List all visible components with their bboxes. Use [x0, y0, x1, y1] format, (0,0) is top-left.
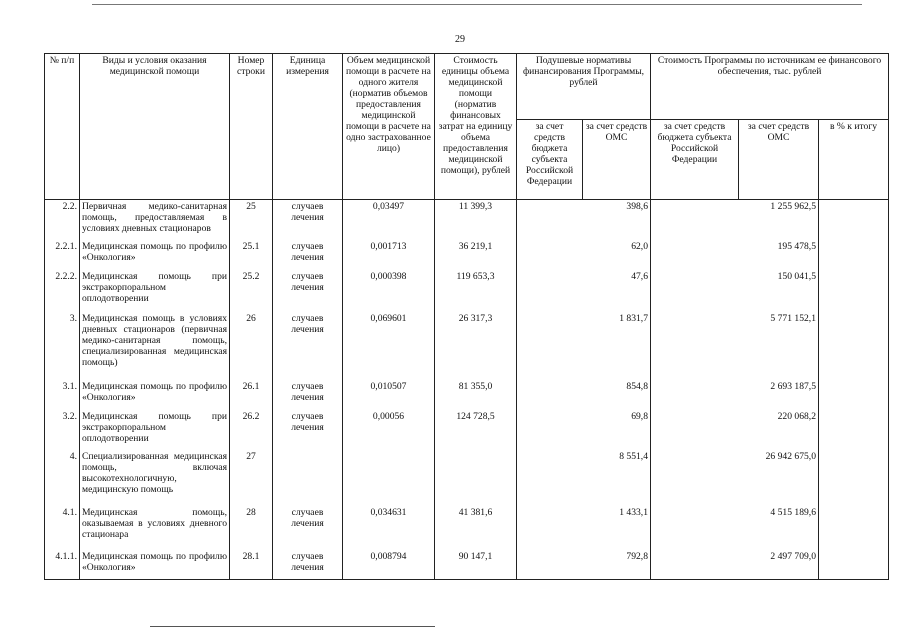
row-program-percent	[819, 240, 889, 270]
table-row	[45, 550, 889, 580]
table-row	[45, 410, 889, 450]
row-program-percent	[819, 450, 889, 506]
row-program-oms: 195 478,5	[651, 240, 819, 270]
row-num: 4.1.	[45, 506, 80, 550]
row-per-capita-oms: 62,0	[517, 240, 651, 270]
row-program-oms: 26 942 675,0	[651, 450, 819, 506]
header-per-capita-budget: за счет средств бюджета субъекта Российской Федерации	[517, 120, 583, 200]
row-cost: 124 728,5	[435, 410, 517, 450]
row-per-capita-oms: 792,8	[517, 550, 651, 580]
row-name: Медицинская помощь при экстракорпоральном оплодотворении	[80, 410, 230, 450]
row-per-capita-oms: 854,8	[517, 380, 651, 410]
row-volume: 0,008794	[343, 550, 435, 580]
header-program-percent: в % к итогу	[819, 120, 889, 200]
row-program-oms: 1 255 962,5	[651, 200, 819, 240]
row-name: Медицинская помощь, оказываемая в условиях дневного стационара	[80, 506, 230, 550]
row-num: 3.2.	[45, 410, 80, 450]
row-name: Специализированная медицинская помощь, включая высокотехнологичную, медицинскую помощь	[80, 450, 230, 506]
row-name: Медицинская помощь по профилю «Онкология»	[80, 380, 230, 410]
header-types: Виды и условия оказания медицинской помощи	[80, 54, 230, 200]
table-row	[45, 450, 889, 506]
row-per-capita-oms: 398,6	[517, 200, 651, 240]
row-number: 25.2	[230, 270, 273, 312]
row-num: 2.2.2.	[45, 270, 80, 312]
row-number: 26	[230, 312, 273, 380]
scan-edge-line	[92, 4, 862, 5]
row-volume: 0,001713	[343, 240, 435, 270]
row-cost	[435, 450, 517, 506]
row-program-percent	[819, 380, 889, 410]
row-unit: случаев лечения	[273, 506, 343, 550]
row-unit: случаев лечения	[273, 550, 343, 580]
row-unit: случаев лечения	[273, 410, 343, 450]
table-body	[45, 200, 889, 580]
header-unit: Единица измерения	[273, 54, 343, 200]
row-name: Медицинская помощь по профилю «Онкология»	[80, 550, 230, 580]
row-per-capita-oms: 69,8	[517, 410, 651, 450]
header-row: Номер строки	[230, 54, 273, 200]
row-program-oms: 5 771 152,1	[651, 312, 819, 380]
row-number: 28.1	[230, 550, 273, 580]
row-num: 2.2.1.	[45, 240, 80, 270]
row-per-capita-oms: 47,6	[517, 270, 651, 312]
row-num: 4.	[45, 450, 80, 506]
header-program-budget: за счет средств бюджета субъекта Российской Федерации	[651, 120, 739, 200]
table-header	[45, 54, 889, 200]
table-row	[45, 200, 889, 240]
page-number: 29	[455, 34, 465, 45]
header-cost: Стоимость единицы объема медицинской помощи (норматив финансовых затрат на единицу объема предоставления медицинской помощи), рублей	[435, 54, 517, 200]
scan-edge-line	[150, 626, 435, 627]
row-cost: 41 381,6	[435, 506, 517, 550]
row-num: 4.1.1.	[45, 550, 80, 580]
table-row	[45, 270, 889, 312]
row-volume: 0,000398	[343, 270, 435, 312]
table-row	[45, 312, 889, 380]
row-unit: случаев лечения	[273, 312, 343, 380]
row-program-percent	[819, 270, 889, 312]
row-num: 3.	[45, 312, 80, 380]
row-program-oms: 220 068,2	[651, 410, 819, 450]
header-program-cost: Стоимость Программы по источникам ее финансового обеспечения, тыс. рублей	[651, 54, 889, 120]
header-per-capita: Подушевые нормативы финансирования Программы, рублей	[517, 54, 651, 120]
row-cost: 90 147,1	[435, 550, 517, 580]
table-row	[45, 240, 889, 270]
row-cost: 26 317,3	[435, 312, 517, 380]
row-volume: 0,00056	[343, 410, 435, 450]
row-program-oms: 150 041,5	[651, 270, 819, 312]
row-number: 25.1	[230, 240, 273, 270]
row-per-capita-oms: 1 831,7	[517, 312, 651, 380]
row-program-percent	[819, 410, 889, 450]
table-row	[45, 380, 889, 410]
row-name: Медицинская помощь по профилю «Онкология»	[80, 240, 230, 270]
row-per-capita-oms: 8 551,4	[517, 450, 651, 506]
header-program-oms: за счет средств ОМС	[739, 120, 819, 200]
row-number: 26.2	[230, 410, 273, 450]
row-program-oms: 2 693 187,5	[651, 380, 819, 410]
row-cost: 119 653,3	[435, 270, 517, 312]
row-volume	[343, 450, 435, 506]
row-num: 2.2.	[45, 200, 80, 240]
row-program-oms: 4 515 189,6	[651, 506, 819, 550]
row-num: 3.1.	[45, 380, 80, 410]
header-volume: Объем медицинской помощи в расчете на одного жителя (норматив объемов предоставления медицинской помощи в расчете на одно застрахованное лицо)	[343, 54, 435, 200]
row-unit: случаев лечения	[273, 380, 343, 410]
row-volume: 0,03497	[343, 200, 435, 240]
row-volume: 0,069601	[343, 312, 435, 380]
row-number: 26.1	[230, 380, 273, 410]
row-volume: 0,010507	[343, 380, 435, 410]
header-num: № п/п	[45, 54, 80, 200]
row-unit: случаев лечения	[273, 200, 343, 240]
row-cost: 81 355,0	[435, 380, 517, 410]
row-program-percent	[819, 550, 889, 580]
row-cost: 36 219,1	[435, 240, 517, 270]
row-name: Медицинская помощь при экстракорпоральном оплодотворении	[80, 270, 230, 312]
row-program-percent	[819, 312, 889, 380]
row-unit	[273, 450, 343, 506]
row-number: 28	[230, 506, 273, 550]
header-per-capita-oms: за счет средств ОМС	[583, 120, 651, 200]
row-number: 25	[230, 200, 273, 240]
row-cost: 11 399,3	[435, 200, 517, 240]
row-unit: случаев лечения	[273, 240, 343, 270]
row-program-percent	[819, 200, 889, 240]
row-name: Первичная медико-санитарная помощь, предоставляемая в условиях дневных стационаров	[80, 200, 230, 240]
row-program-percent	[819, 506, 889, 550]
table-row	[45, 506, 889, 550]
row-number: 27	[230, 450, 273, 506]
row-unit: случаев лечения	[273, 270, 343, 312]
row-per-capita-oms: 1 433,1	[517, 506, 651, 550]
row-volume: 0,034631	[343, 506, 435, 550]
program-cost-table	[44, 53, 889, 580]
row-name: Медицинская помощь в условиях дневных стационаров (первичная медико-санитарная помощь, специализированная медицинская помощь)	[80, 312, 230, 380]
row-program-oms: 2 497 709,0	[651, 550, 819, 580]
